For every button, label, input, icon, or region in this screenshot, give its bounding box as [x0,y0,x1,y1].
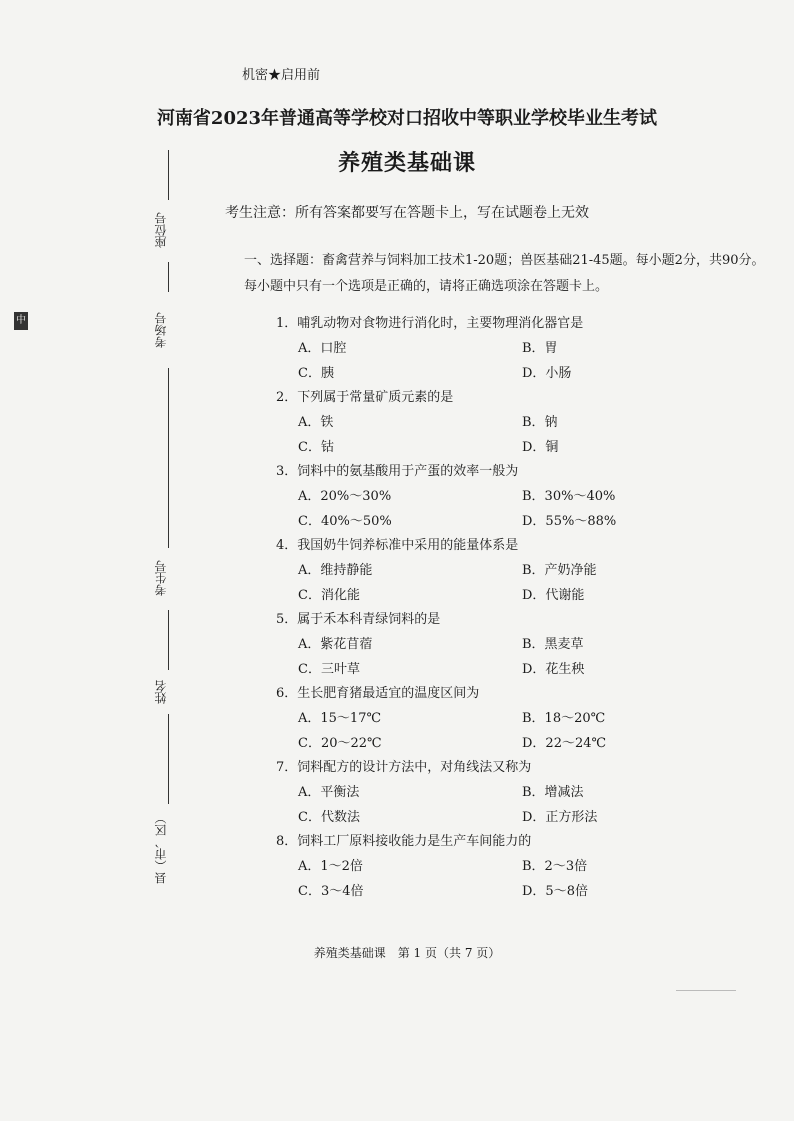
option-d: D．22～24℃ [522,736,607,751]
option-a: A．紫花苜蓿 [298,637,373,652]
question-stem: 2．下列属于常量矿质元素的是 [276,390,454,405]
binding-line [168,262,169,292]
question [276,830,746,904]
binding-line [168,714,169,804]
scan-artifact [676,990,736,991]
name-label: 姓名 [154,680,168,704]
option-a: A．1～2倍 [298,859,363,874]
question-stem: 8．饲料工厂原料接收能力是生产车间能力的 [276,834,532,849]
option-c: C．40%～50% [298,514,392,529]
option-d: D．铜 [522,440,559,455]
option-d: D．5～8倍 [522,884,588,899]
option-b: B．钠 [522,415,558,430]
option-a: A．铁 [298,415,334,430]
option-c: C．胰 [298,366,334,381]
option-a: A．平衡法 [298,785,360,800]
question-stem: 6．生长肥育猪最适宜的温度区间为 [276,686,480,701]
option-b: B．30%～40% [522,489,616,504]
option-b: B．增减法 [522,785,584,800]
option-a: A．20%～30% [298,489,392,504]
question-stem: 5．属于禾本科青绿饲料的是 [276,612,441,627]
option-b: B．18～20℃ [522,711,606,726]
option-c: C．钴 [298,440,334,455]
option-c: C．代数法 [298,810,360,825]
county-label: 县（市、区） [154,812,168,884]
subject-title: 养殖类基础课 [337,150,476,176]
question-stem: 1．哺乳动物对食物进行消化时，主要物理消化器官是 [276,316,584,331]
question-stem: 7．饲料配方的设计方法中，对角线法又称为 [276,760,532,775]
binding-line [168,610,169,670]
question [276,608,746,682]
question-stem: 4．我国奶牛饲养标准中采用的能量体系是 [276,538,519,553]
page-footer: 养殖类基础课 第 1 页（共 7 页） [313,946,501,960]
question-list [276,312,746,904]
candidate-number-label: 考生号 [154,560,168,596]
question [276,682,746,756]
question [276,460,746,534]
option-b: B．黑麦草 [522,637,584,652]
question [276,312,746,386]
question [276,386,746,460]
option-d: D．正方形法 [522,810,598,825]
option-c: C．3～4倍 [298,884,364,899]
exam-title: 河南省2023年普通高等学校对口招收中等职业学校毕业生考试 [156,108,658,129]
option-b: B．胃 [522,341,558,356]
option-d: D．小肠 [522,366,572,381]
binding-line [168,368,169,548]
option-d: D．花生秧 [522,662,585,677]
option-b: B．产奶净能 [522,563,597,578]
question [276,534,746,608]
confidential-mark: 机密★启用前 [242,68,321,83]
option-a: A．口腔 [298,341,347,356]
candidate-notice: 考生注意：所有答案都要写在答题卡上，写在试题卷上无效 [225,205,589,221]
option-d: D．55%～88% [522,514,617,529]
section-instructions: 一、选择题：畜禽营养与饲料加工技术1-20题；兽医基础21-45题。每小题2分，共90分。每小题中只有一个选项是正确的，请将正确选项涂在答题卡上。 [244,253,765,294]
option-c: C．20～22℃ [298,736,382,751]
option-d: D．代谢能 [522,588,585,603]
option-a: A．维持静能 [298,563,373,578]
option-c: C．三叶草 [298,662,360,677]
option-c: C．消化能 [298,588,360,603]
side-mark: 中 [14,312,28,330]
option-b: B．2～3倍 [522,859,588,874]
question-stem: 3．饲料中的氨基酸用于产蛋的效率一般为 [276,464,519,479]
question [276,756,746,830]
seat-number-label: 座位号 [154,212,168,248]
exam-room-label: 考场号 [154,312,168,348]
option-a: A．15～17℃ [298,711,382,726]
